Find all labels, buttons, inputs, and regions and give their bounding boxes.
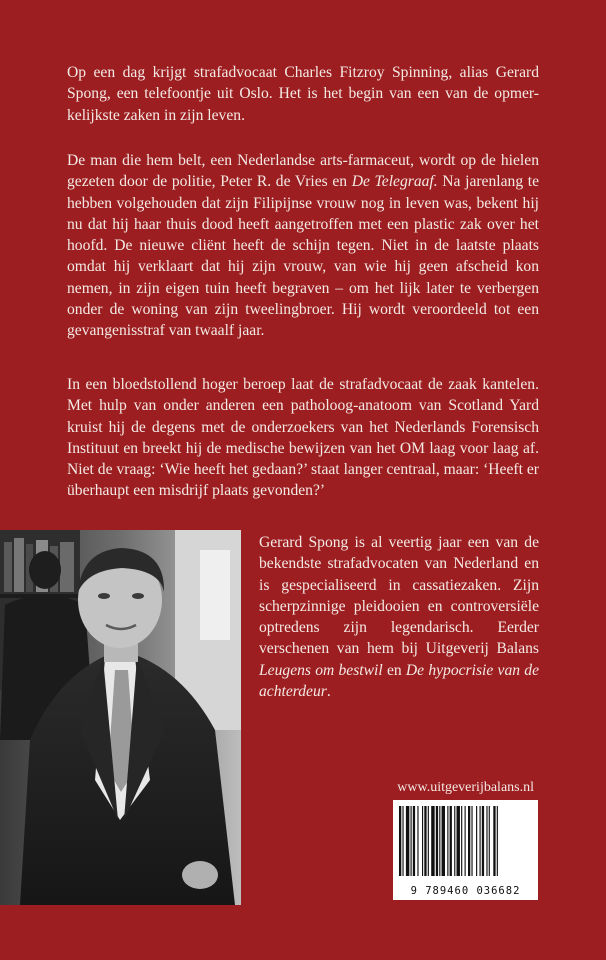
isbn-number: 9 789460 036682	[410, 885, 521, 897]
book-title-1: Leugens om bestwil	[259, 661, 383, 679]
blurb-paragraph-1: Op een dag krijgt strafadvocaat Charles Fitzroy Spinning, alias Gerard Spong, een telefoontje uit Oslo. Het is het begin van een van de opmer-kelijkste zaken in zijn leven.	[67, 64, 539, 124]
barcode-icon	[399, 806, 532, 876]
author-photo	[0, 530, 241, 905]
blurb-paragraph-2	[67, 150, 539, 342]
publisher-website[interactable]: www.uitgeverijbalans.nl	[397, 780, 534, 795]
author-bio-end: .	[326, 683, 331, 701]
author-portrait-icon	[0, 530, 241, 905]
author-bio	[259, 532, 539, 702]
blurb-paragraph-3: In een bloedstollend hoger beroep laat de strafadvocaat de zaak kantelen. Met hulp van onder anderen een patholoog-anatoom van Scotland Yard kruist hij de degens met de onderzoekers van het Nederlands Forensisch Instituut en breekt hij de medische bewijzen van het OM laag voor laag af. Niet de vraag: ‘Wie heeft het gedaan?’ staat langer centraal, maar: ‘Heeft er überhaupt een misdrijf plaats gevonden?’	[67, 376, 539, 500]
isbn-barcode	[393, 800, 538, 900]
blurb-paragraph-2-start: De man die hem belt, een Nederlandse arts-farmaceut, wordt op de hielen gezeten door de politie, Peter R. de Vries en	[67, 152, 539, 191]
book-title-2: De hypocrisie van de achterdeur	[259, 661, 539, 701]
author-bio-text: Gerard Spong is al veertig jaar een van de bekendste strafadvocaten van Nederland en is gespecialiseerd in cassatiezaken. Zijn scherpzinnige pleidooien en controversiële optredens zijn legendarisch. Eerder verschenen van hem bij Uitgeverij Balans	[259, 534, 539, 658]
blurb-paragraph-2-rest: Na jarenlang te hebben volgehouden dat zijn Filipijnse vrouw nog in leven was, bekent hij nu dat hij haar thuis dood heeft aangetroffen met een plastic zak over het hoofd. De nieuwe cliënt heeft de schijn tegen. Niet in de laatste plaats omdat hij verklaart dat hij zijn vrouw, van wie hij geen afscheid kon nemen, in zijn eigen tuin heeft begraven – om het lijk later te verbergen onder de woning van zijn tweelingbroer. Hij wordt veroordeeld tot een gevangenisstraf van twaalf jaar.	[67, 173, 540, 340]
newspaper-title: De Telegraaf.	[351, 173, 438, 191]
author-bio-joiner: en	[382, 661, 406, 679]
